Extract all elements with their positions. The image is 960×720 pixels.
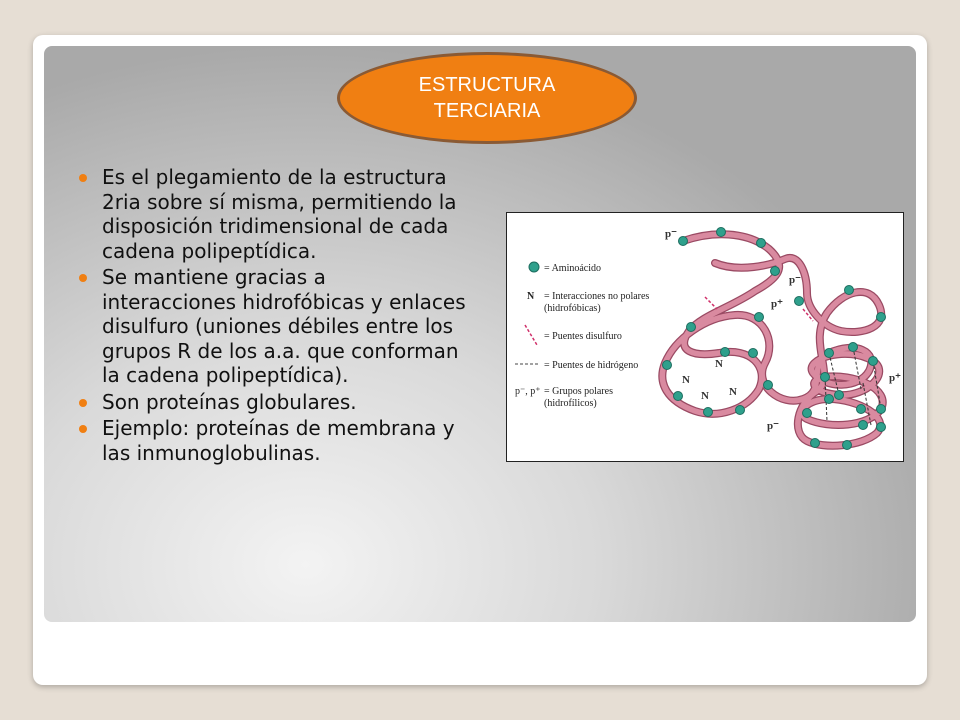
aminoacid-legend-icon <box>529 262 539 272</box>
label-p-minus: p⁻ <box>789 274 801 286</box>
bullet-dot-icon <box>79 425 87 433</box>
aminoacid-bead <box>849 343 858 352</box>
bullet-dot-icon <box>79 274 87 282</box>
label-n: N <box>715 358 723 370</box>
aminoacid-bead <box>835 391 844 400</box>
legend-polar-line2: (hidrofílicos) <box>544 398 597 409</box>
aminoacid-bead <box>859 421 868 430</box>
aminoacid-bead <box>877 405 886 414</box>
protein-diagram <box>507 213 905 463</box>
figure-legend <box>515 262 649 409</box>
slide-title <box>337 52 637 144</box>
bullet-list <box>76 165 466 467</box>
aminoacid-bead <box>811 439 820 448</box>
bullet-item <box>76 390 466 415</box>
title-line-2: TERCIARIA <box>433 100 541 122</box>
aminoacid-bead <box>749 349 758 358</box>
aminoacid-bead <box>845 286 854 295</box>
bullet-text: Es el plegamiento de la estructura 2ria sobre sí misma, permitiendo la disposición tridimensional de cada cadena polipeptídica. <box>102 165 457 263</box>
polypeptide-chain <box>662 234 882 445</box>
bullet-dot-icon <box>79 174 87 182</box>
aminoacid-bead <box>679 237 688 246</box>
bullet-text: Se mantiene gracias a interacciones hidrofóbicas y enlaces disulfuro (uniones débiles entre los grupos R de los a.a. que conforman la cadena polipeptídica). <box>102 265 466 387</box>
aminoacid-bead <box>764 381 773 390</box>
bullet-item <box>76 416 466 465</box>
disulfide-bridge <box>705 297 717 309</box>
disulfide-legend-icon <box>525 325 537 345</box>
aminoacid-bead <box>674 392 683 401</box>
legend-disulfide: = Puentes disulfuro <box>544 331 622 342</box>
aminoacid-bead <box>877 313 886 322</box>
title-line-1: ESTRUCTURA <box>418 74 556 96</box>
aminoacid-bead <box>869 357 878 366</box>
bullet-item <box>76 165 466 263</box>
legend-aminoacid: = Aminoácido <box>544 263 602 274</box>
label-p-minus: p⁻ <box>767 420 779 432</box>
legend-nonpolar-line1: = Interacciones no polares <box>544 291 650 302</box>
legend-polar-symbol: p⁻, p⁺ <box>515 386 541 397</box>
aminoacid-bead <box>757 239 766 248</box>
label-n: N <box>729 386 737 398</box>
bullet-dot-icon <box>79 399 87 407</box>
aminoacid-bead <box>687 323 696 332</box>
aminoacid-bead <box>857 405 866 414</box>
legend-hydrogen: = Puentes de hidrógeno <box>544 360 639 371</box>
aminoacid-bead <box>755 313 764 322</box>
aminoacid-bead <box>717 228 726 237</box>
aminoacid-bead <box>843 441 852 450</box>
bullet-text: Son proteínas globulares. <box>102 389 357 414</box>
aminoacid-bead <box>771 267 780 276</box>
aminoacid-bead <box>825 349 834 358</box>
label-p-minus: p⁻ <box>665 228 677 240</box>
tertiary-structure-figure <box>506 212 904 462</box>
aminoacid-bead <box>825 395 834 404</box>
aminoacid-bead <box>721 348 730 357</box>
aminoacid-bead <box>795 297 804 306</box>
legend-nonpolar-symbol: N <box>527 291 535 302</box>
bullet-text: Ejemplo: proteínas de membrana y las inmunoglobulinas. <box>102 416 455 465</box>
aminoacid-bead <box>704 408 713 417</box>
legend-polar-line1: = Grupos polares <box>544 386 613 397</box>
label-n: N <box>682 374 690 386</box>
label-n: N <box>701 390 709 402</box>
label-p-plus: p⁺ <box>889 372 901 384</box>
aminoacid-bead <box>663 361 672 370</box>
aminoacid-bead <box>821 373 830 382</box>
bullet-item <box>76 265 466 388</box>
aminoacid-bead <box>877 423 886 432</box>
legend-nonpolar-line2: (hidrofóbicas) <box>544 303 601 314</box>
label-p-plus: p⁺ <box>771 298 783 310</box>
aminoacid-bead <box>736 406 745 415</box>
aminoacid-bead <box>803 409 812 418</box>
